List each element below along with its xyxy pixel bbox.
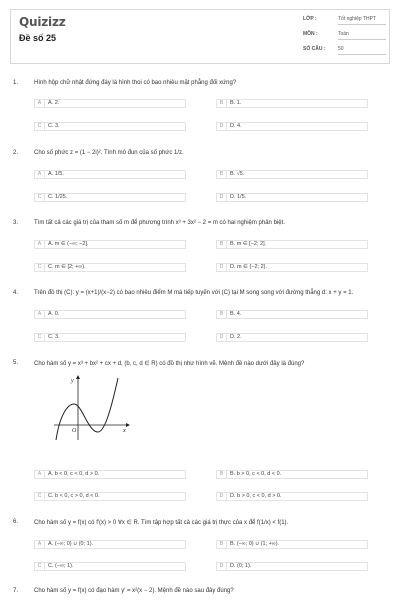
question-text: Cho hàm số y = x³ + bx² + cx + d, (b, c, d ∈ R) có đồ thị như hình vẽ. Mệnh đề nào dưới đây là đúng? (34, 361, 305, 367)
option-d[interactable] (216, 562, 368, 571)
question-text: Trên đồ thị (C): y = (x+1)/(x−2) có bao nhiêu điểm M mà tiếp tuyến với (C) tại M song song với đường thẳng d: x + y = 1. (34, 290, 354, 296)
option-letter: A (35, 471, 45, 478)
option-text: B. m ∈ [−2; 2]. (230, 241, 267, 247)
option-a[interactable] (34, 540, 186, 549)
option-letter: B (217, 471, 227, 478)
option-letter: A (35, 171, 45, 178)
option-letter: B (217, 171, 227, 178)
option-a[interactable] (34, 310, 186, 319)
option-text: B. 1. (230, 100, 242, 106)
option-letter: D (217, 123, 227, 130)
question-text: Cho số phức z = (1 − 2i)². Tính mô đun của số phức 1/z. (34, 150, 184, 156)
option-text: A. 0. (48, 311, 60, 317)
option-letter: D (217, 264, 227, 271)
option-c[interactable] (34, 122, 186, 131)
option-text: A. 1/5. (48, 171, 64, 177)
option-b[interactable] (216, 470, 368, 479)
option-text: C. 3. (48, 334, 60, 340)
quiz-header (10, 9, 390, 64)
meta-value: Toán (338, 31, 386, 40)
option-c[interactable] (34, 562, 186, 571)
option-b[interactable] (216, 310, 368, 319)
meta-value: Tốt nghiệp THPT (338, 16, 386, 25)
option-text: C. m ∈ [2; +∞). (48, 264, 86, 270)
option-d[interactable] (216, 492, 368, 501)
quiz-title: Đề số 25 (19, 33, 57, 43)
option-text: D. 4. (230, 123, 242, 129)
meta-key: LỚP : (303, 16, 317, 22)
option-c[interactable] (34, 193, 186, 202)
option-text: D. m ∈ {−2; 2}. (230, 264, 268, 270)
option-letter: A (35, 311, 45, 318)
option-c[interactable] (34, 263, 186, 272)
option-b[interactable] (216, 240, 368, 249)
option-letter: C (35, 563, 45, 570)
option-text: B. √5. (230, 171, 245, 177)
question-text: Cho hàm số y = f(x) có f′(x) > 0 ∀x ∈ R. Tìm tập hợp tất cả các giá trị thực của x để f(1/x) < f(1). (34, 520, 289, 526)
option-letter: D (217, 493, 227, 500)
option-text: B. 4. (230, 311, 242, 317)
option-letter: B (217, 311, 227, 318)
option-text: D. (0; 1). (230, 563, 252, 569)
meta-key: MÔN : (303, 31, 318, 37)
option-text: A. 2. (48, 100, 60, 106)
option-text: C. b < 0, c > 0, d < 0. (48, 493, 100, 499)
meta-key: SỐ CÂU : (303, 46, 326, 52)
option-text: A. (−∞; 0) ∪ (0; 1). (48, 541, 94, 547)
option-c[interactable] (34, 492, 186, 501)
question-text: Hình hộp chữ nhật đứng đáy là hình thoi có bao nhiêu mặt phẳng đối xứng? (34, 80, 237, 86)
option-text: C. 1/25. (48, 194, 68, 200)
question-text: Cho hàm số y = f(x) có đạo hàm y′ = x²(x − 2). Mệnh đề nào sau đây đúng? (34, 588, 234, 594)
option-letter: C (35, 194, 45, 201)
option-letter: C (35, 334, 45, 341)
option-b[interactable] (216, 170, 368, 179)
option-b[interactable] (216, 540, 368, 549)
option-letter: C (35, 123, 45, 130)
option-letter: D (217, 563, 227, 570)
question-number: 5. (13, 360, 19, 366)
option-letter: A (35, 541, 45, 548)
cubic-curve (56, 378, 118, 440)
option-text: D. 1/5. (230, 194, 247, 200)
option-letter: D (217, 334, 227, 341)
option-letter: B (217, 100, 227, 107)
question-number: 2. (13, 150, 19, 156)
option-b[interactable] (216, 99, 368, 108)
option-letter: B (217, 241, 227, 248)
question-number: 4. (13, 290, 19, 296)
option-a[interactable] (34, 240, 186, 249)
option-a[interactable] (34, 470, 186, 479)
option-d[interactable] (216, 193, 368, 202)
option-c[interactable] (34, 333, 186, 342)
option-d[interactable] (216, 122, 368, 131)
option-letter: A (35, 100, 45, 107)
option-text: B. b > 0, c < 0, d < 0. (230, 471, 282, 477)
function-graph (52, 374, 132, 442)
meta-value: 50 (338, 46, 386, 55)
option-text: A. b < 0, c < 0, d > 0. (48, 471, 100, 477)
origin-label: O (72, 428, 77, 434)
quizizz-logo: Quizizz (19, 15, 66, 29)
question-text: Tìm tất cả các giá trị của tham số m để phương trình x³ + 3x² − 2 = m có hai nghiệm phân biệt. (34, 220, 285, 226)
option-text: D. 2. (230, 334, 242, 340)
option-letter: D (217, 194, 227, 201)
question-number: 1. (13, 80, 19, 86)
option-letter: B (217, 541, 227, 548)
y-axis-label: y (71, 378, 74, 384)
option-a[interactable] (34, 170, 186, 179)
option-text: D. b > 0, c < 0, d > 0. (230, 493, 282, 499)
option-text: B. (−∞; 0) ∪ (1; +∞). (230, 541, 280, 547)
option-letter: C (35, 493, 45, 500)
option-d[interactable] (216, 333, 368, 342)
x-axis-label: x (123, 428, 126, 434)
option-text: C. 3. (48, 123, 60, 129)
option-letter: A (35, 241, 45, 248)
option-d[interactable] (216, 263, 368, 272)
question-number: 6. (13, 519, 19, 525)
option-text: C. (−∞; 1). (48, 563, 74, 569)
option-letter: C (35, 264, 45, 271)
question-number: 3. (13, 220, 19, 226)
option-text: A. m ∈ (−∞; −2]. (48, 241, 89, 247)
question-number: 7. (13, 588, 19, 594)
option-a[interactable] (34, 99, 186, 108)
